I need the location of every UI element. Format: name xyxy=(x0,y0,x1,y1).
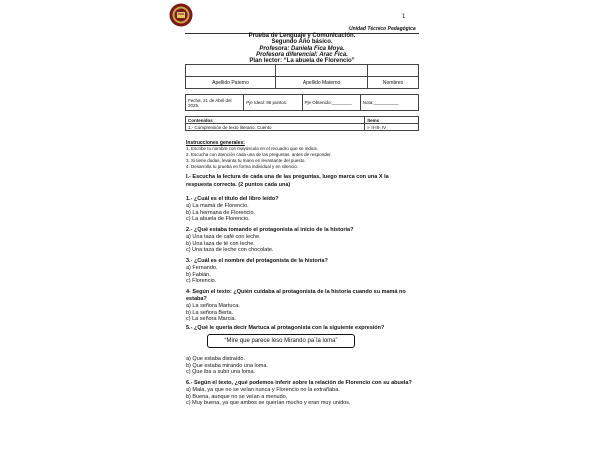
option-4b[interactable]: b) La señora Berta. xyxy=(186,309,234,316)
content-table xyxy=(185,116,419,131)
option-6c[interactable]: c) Muy buena, ya que ambos se querían mucho y eran muy unidos. xyxy=(186,400,351,406)
option-2c[interactable]: c) Una taza de leche con chocolate. xyxy=(186,247,274,253)
name-field-paterno[interactable] xyxy=(186,65,276,77)
section-title: I.- Escucha la lectura de cada una de las preguntas, luego marca con una X la respuesta correcta. (2 puntos cada una) xyxy=(186,174,389,188)
quote-box: “Mire que parece leso Mirando pa´la loma” xyxy=(207,334,355,348)
option-1c[interactable]: c) La abuela de Florencio. xyxy=(186,216,250,222)
header-nombres: Nombres xyxy=(368,77,419,89)
question-4: 4- Según el texto: ¿Quién cuidaba al protagonista de la historia cuando su mamá no estaba? xyxy=(186,289,406,302)
option-2b[interactable]: b) Una taza de té con leche. xyxy=(186,240,255,247)
question-3: 3.- ¿Cuál es el nombre del protagonista de la historia? xyxy=(186,258,328,264)
question-5: 5.- ¿Qué le quería decir Martuca al protagonista con la siguiente expresión? xyxy=(186,325,385,331)
diff-teacher-line: Profesora diferencial: Arac Fica. xyxy=(256,52,348,58)
option-3b[interactable]: b) Fabián, xyxy=(186,271,211,278)
title-line-1: Prueba de Lenguaje y Comunicación. xyxy=(248,33,356,39)
reading-plan-line: Plan lector: “La abuela de Florencio” xyxy=(249,58,355,64)
grade-cell[interactable]: Nota:__________ xyxy=(360,95,418,111)
option-3c[interactable]: c) Florencio. xyxy=(186,278,217,284)
option-1a[interactable]: a) La mamá de Florencio. xyxy=(186,203,249,209)
ideal-score-cell: Pje Ideal: 96 puntos. xyxy=(244,95,302,111)
option-4c[interactable]: c) La señora Marcia. xyxy=(186,316,237,322)
question-2: 2.- ¿Qué estaba tomando el protagonista al inicio de la historia? xyxy=(186,227,354,233)
option-1b[interactable]: b) La hermana de Florencio. xyxy=(186,209,256,216)
date-cell: Fecha: 21 de Abril del 2025. xyxy=(186,95,244,111)
option-5a[interactable]: a) Que estaba distraído. xyxy=(186,356,246,362)
option-4a[interactable]: a) La señora Martuca. xyxy=(186,303,240,309)
teacher-line: Profesora: Daniela Fica Moya. xyxy=(259,45,345,52)
content-header: Contenidos xyxy=(186,117,365,124)
instruction-item: 4. Desarrolla tu prueba en forma individual y en silencio. xyxy=(186,164,299,169)
page-number: 1 xyxy=(402,14,406,20)
instructions-heading: Instrucciones generales: xyxy=(186,140,245,146)
unit-label: Unidad Técnico Pedagógica xyxy=(349,26,416,32)
name-field-nombres[interactable] xyxy=(368,65,419,77)
question-6: 6.- Según el texto, ¿qué podemos inferir sobre la relación de Florencio con su abuela? xyxy=(186,380,412,386)
question-1: 1.- ¿Cuál es el título del libro leído? xyxy=(186,196,279,202)
score-table xyxy=(185,94,419,111)
option-6b[interactable]: b) Buena, aunque no se veían a menudo. xyxy=(186,393,288,400)
student-name-table xyxy=(185,64,419,89)
name-field-materno[interactable] xyxy=(276,65,368,77)
instruction-item: 1. Escribe tu nombre con mayúscula en el recuadro que se indica. xyxy=(186,146,318,151)
content-cell: 1.- Comprensión de texto literario: Cuento xyxy=(186,124,365,131)
option-2a[interactable]: a) Una taza de café con leche. xyxy=(186,234,261,240)
school-logo xyxy=(169,3,193,27)
option-3a[interactable]: a) Fernando. xyxy=(186,265,218,271)
instruction-item: 3. Si tiene dudas, levanta tu mano en levantante del puesto. xyxy=(186,158,306,163)
option-5b[interactable]: b) Que estaba mirando una loma. xyxy=(186,362,268,369)
title-line-2: Segundo Año básico. xyxy=(271,39,333,45)
option-5c[interactable]: c) Que iba a subir una loma. xyxy=(186,369,256,375)
obtained-score-cell[interactable]: Pje Obtenido:________ xyxy=(302,95,360,111)
items-cell: I- II-III- IV xyxy=(365,124,419,131)
items-header: Ítems xyxy=(365,117,419,124)
header-apellido-paterno: Apellido Paterno xyxy=(186,77,276,89)
instruction-item: 2. Escucha con atención cada una de las preguntas, antes de responder. xyxy=(186,152,332,157)
header-apellido-materno: Apellido Materno xyxy=(276,77,368,89)
option-6a[interactable]: a) Mala, ya que no se veían nunca y Florencio no la extrañaba. xyxy=(186,387,340,393)
